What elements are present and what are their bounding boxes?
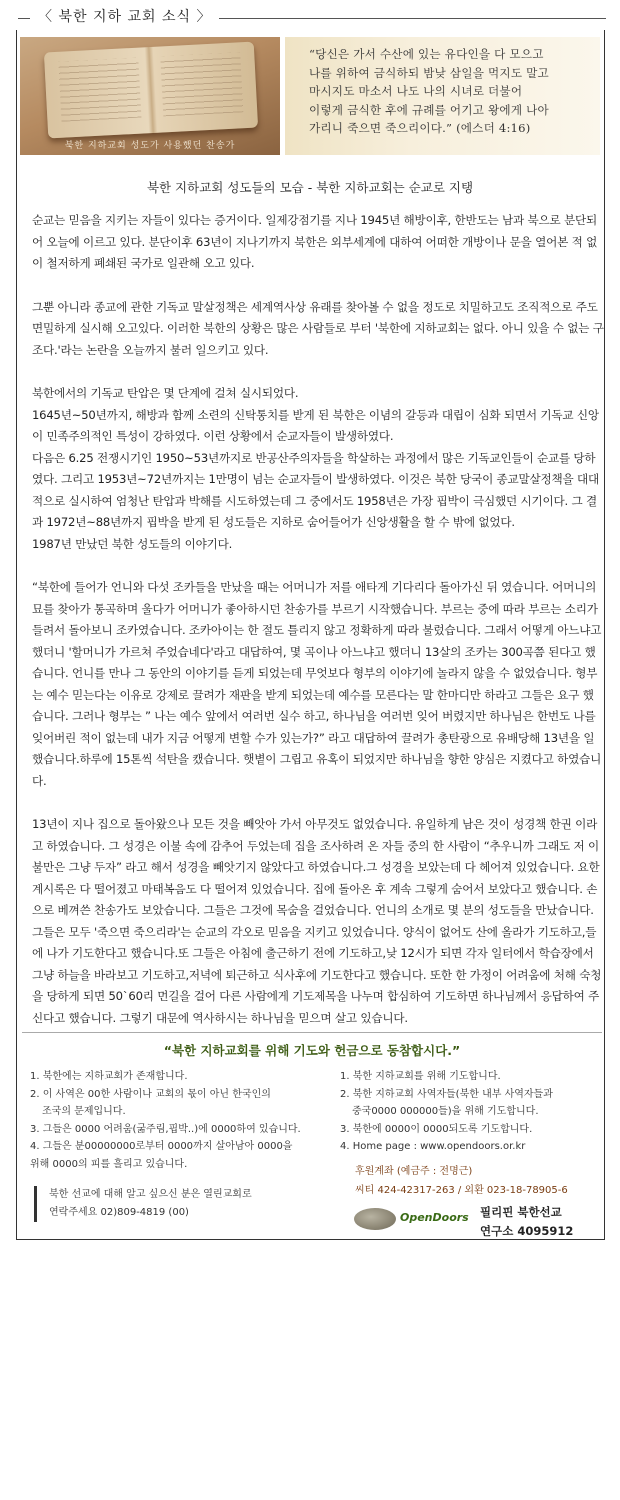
scripture-quote-box [285,37,600,155]
article-paragraph: 순교는 믿음을 지키는 자들이 있다는 증거이다. 일제강점기를 지나 1945년 해방이후, 한반도는 남과 북으로 분단되어 오늘에 이르고 있다. 분단이후 63년이 지나기까지 북한은 외부세계에 대하여 어떠한 개방이나 문을 열어본 적 없이 철저하게 폐쇄된 국가로 일관해 오고 있다. [32,213,598,270]
org-name: 필리핀 북한선교 [480,1205,562,1219]
list-item: 3. 그들은 0000 어려움(굶주림,핍박..)에 0000하여 있습니다. [30,1123,301,1135]
article-paragraph: 그뿐 아니라 종교에 관한 기독교 말살정책은 세계역사상 유래를 찾아볼 수 없을 정도로 치밀하고도 조직적으로 주도면밀하게 실시해 오고있다. 이러한 북한의 상황은 많은 사람들로 부터 '북한에 지하교회는 없다. 아니 있을 수 없는 구조다.'라는 논란을 오늘까지 불러 일으키고 있다. [32,299,604,357]
list-item: 위해 0000의 피를 흘리고 있습니다. [30,1158,188,1170]
hymnbook-image [44,42,258,139]
list-item: 1. 북한에는 지하교회가 존재합니다. [30,1071,188,1082]
facts-list [30,1068,325,1173]
opendoors-logo [354,1205,472,1233]
article-paragraph: 13년이 지나 집으로 돌아왔으나 모든 것을 빼앗아 가서 아무것도 없었습니다. 유일하게 남은 것이 성경책 한권 이라고 하였습니다. 그 성경은 이불 속에 감추어 두었는데 집을 조사하려 온 자들 중의 한 사람이 “추우니까 그래도 저 이불만은 그냥 두자” 라고 해서 성경을 빼앗기지 않았다고 하였습니다.그 성경을 보았는데 다 헤어져 있었습니다. 요한계시록은 다 떨어졌고 마태복음도 다 떨어져 있었습니다. 집에 돌아온 후 계속 그렇게 숨어서 보았다고 했습니다. 손으로 베껴쓴 찬송가도 보았습니다. 그들은 그것에 목숨을 걸었습니다. 언니의 소개로 몇 분의 성도들을 만났습니다.그들은 모두 '죽으면 죽으리라'는 순교의 각오로 믿음을 지키고 있었습니다. 양식이 없어도 산에 올라가 기도하고,들에 나가 기도한다고 했습니다.또 그들은 아침에 출근하기 전에 기도하고,낮 12시가 되면 각자 일터에서 학습장에서 그냥 하늘을 바라보고 기도하고,저녁에 퇴근하고 식사후에 기도한다고 했습니다. 또한 한 가정이 어려움에 처해 숙청을 당하게 되면 50`60리 먼길을 걸어 다른 사람에게 기도제목을 나누며 합심하여 기도하면 하나님께서 응답하여 주신다고 했습니다. 그렇기 대문에 역사하시는 하나님을 믿으며 살고 있습니다. [32,817,602,1025]
list-item: 1. 북한 지하교회를 위해 기도합니다. [340,1071,501,1082]
account-numbers: 씨티 424-42317-263 / 외환 023-18-78905-6 [355,1185,568,1196]
article-paragraph: 북한에서의 기독교 탄압은 몇 단계에 걸쳐 실시되었다. 1645년~50년까지, 해방과 함께 소련의 신탁통치를 받게 된 북한은 이념의 갈등과 대립이 심화 되면서 기독교 신앙이 민족주의적인 특성이 강하였다. 이런 상황에서 순교자들이 발생하였다. 다음은 6.25 전쟁시기인 1950~53년까지로 반공산주의자들을 학살하는 과정에서 많은 기독교인들이 순교를 당하였다. 그리고 1953년~72년까지는 1만명이 넘는 순교자들이 발생하였다. 이것은 북한 당국이 종교말살정책을 대대적으로 실시하여 엄청난 탄압과 박해를 시도하였는데 그 중에서도 1958년은 가장 핍박이 극심했던 시기이다. 그 결과 1972년~88년까지 핍박을 받게 된 성도들은 지하로 숨어들어가 신앙생활을 할 수 밖에 없었다. 1987년 만났던 북한 성도들의 이야기다. [32,386,600,551]
list-item: 4. 그들은 분00000000로부터 0000까지 살아남아 0000을 [30,1141,293,1152]
org-phone: 연구소 4095912 [480,1224,574,1238]
prayer-list [340,1068,600,1156]
article-body [32,210,604,1051]
article-paragraph: “북한에 들어가 언니와 다섯 조카들을 만났을 때는 어머니가 저를 애타게 기다리다 돌아가신 뒤 였습니다. 어머니의 묘를 찾아가 통곡하며 울다가 어머니가 좋아하시던 찬송가를 부르기 시작했습니다. 부르는 중에 따라 부르는 소리가 들려서 돌아보니 조카였습니다. 조카아이는 한 절도 틀리지 않고 정확하게 따라 불렀습니다. 그래서 어떻게 아느냐고 했더니 '할머니가 가르쳐 주었습네다'라고 대답하여, 몇 곡이나 아느냐고 했더니 13살의 조카는 300곡쯤 된다고 했습니다. 언니를 만나 그 동안의 이야기를 듣게 되었는데 무엇보다 형부의 이야기에 놀라지 않을 수 없었습니다. 형부는 예수 믿는다는 이유로 강제로 끌려가 재판을 받게 되었는데 예수를 모른다는 말 한마디만 하라고 그들은 요구 했습니다. 그러나 형부는 ” 나는 예수 앞에서 여러번 실수 하고, 하나님을 여러번 잊어 버렸지만 하나님은 한번도 나를 잊어버린 적이 없는데 내가 지금 어떻게 변할 수가 있는가?” 라고 대답하여 끌려가 총탄광으로 유배당해 13년을 일했습니다.하루에 15톤씩 석탄을 캤습니다. 햇볕이 그립고 유혹이 되었지만 하나님을 향한 양심은 지켰다고 하였습니다. [32,580,602,788]
account-holder: 후원계좌 (예금주 : 전명근) [355,1166,473,1177]
hymnbook-photo [20,37,280,155]
section-title: 〈 북한 지하 교회 소식 〉 [30,4,219,30]
list-item: 중국0000 000000들)을 위해 기도합니다. [352,1106,539,1117]
list-item[interactable]: 4. Home page : www.opendoors.or.kr [340,1141,526,1152]
donation-account [355,1162,568,1200]
section-title-text: 북한 지하 교회 소식 [58,9,191,25]
list-item: 2. 북한 지하교회 사역자들(북한 내부 사역자들과 [340,1088,553,1100]
footer-divider [22,1032,602,1033]
organization-info [480,1203,573,1241]
contact-line: 연락주세요 02)809-4819 (00) [49,1207,189,1218]
photo-caption: 북한 지하교회 성도가 사용했던 찬송가 [64,141,236,151]
list-item: 3. 북한에 0000이 0000되도록 기도합니다. [340,1123,533,1135]
list-item: 조국의 문제입니다. [42,1106,126,1117]
stone-icon [354,1208,396,1230]
logo-text: OpenDoors [400,1211,469,1224]
list-item: 2. 이 사역은 00한 사람이나 교회의 몫이 아닌 한국인의 [30,1088,271,1100]
article-subtitle: 북한 지하교회 성도들의 모습 - 북한 지하교회는 순교로 지탱 [146,180,474,195]
contact-info [34,1186,329,1222]
scripture-quote: “당신은 가서 수산에 있는 유다인을 다 모으고 나를 위하여 금식하되 밤낮 삼일을 먹지도 말고 마시지도 마소서 나도 나의 시녀로 더불어 이렇게 금식한 후에 규례를 어기고 왕에게 나아 가리니 죽으면 죽으리이다.” (에스더 4:16) [309,47,549,135]
footer-title: “북한 지하교회를 위해 기도와 헌금으로 동참합시다.” [163,1043,461,1058]
contact-line: 북한 선교에 대해 알고 싶으신 분은 열린교회로 [49,1189,252,1200]
